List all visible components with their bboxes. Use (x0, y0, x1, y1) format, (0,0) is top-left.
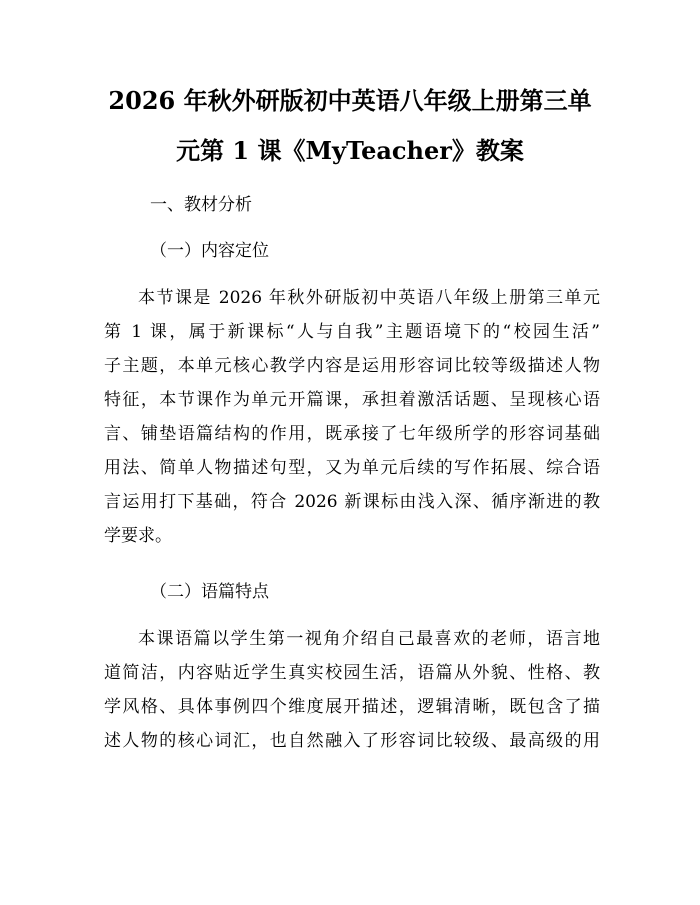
subsection-heading-discourse-features: （二）语篇特点 (150, 582, 269, 602)
paragraph-line: 言运用打下基础，符合 2026 新课标由浅入深、循序渐进的教 (104, 492, 600, 512)
paragraph-line: 第 1 课，属于新课标“人与自我”主题语境下的“校园生活” (104, 322, 600, 342)
subsection-heading-content-positioning: （一）内容定位 (150, 241, 269, 261)
document-title-line-2: 元第 1 课《MyTeacher》教案 (176, 136, 524, 165)
paragraph-line: 学风格、具体事例四个维度展开描述，逻辑清晰，既包含了描 (104, 697, 600, 717)
document-title-line-1: 2026 年秋外研版初中英语八年级上册第三单 (108, 86, 592, 115)
paragraph-line: 特征，本节课作为单元开篇课，承担着激活话题、呈现核心语 (104, 390, 600, 410)
paragraph-line: 本节课是 2026 年秋外研版初中英语八年级上册第三单元 (138, 288, 600, 308)
paragraph-line: 本课语篇以学生第一视角介绍自己最喜欢的老师，语言地 (138, 629, 600, 649)
paragraph-line: 用法、简单人物描述句型，又为单元后续的写作拓展、综合语 (104, 458, 600, 478)
paragraph-line: 言、铺垫语篇结构的作用，既承接了七年级所学的形容词基础 (104, 424, 600, 444)
paragraph-line: 子主题，本单元核心教学内容是运用形容词比较等级描述人物 (104, 356, 600, 376)
paragraph-line: 述人物的核心词汇，也自然融入了形容词比较级、最高级的用 (104, 731, 600, 751)
paragraph-line: 学要求。 (104, 526, 172, 546)
section-heading-teaching-material-analysis: 一、教材分析 (150, 195, 252, 215)
paragraph-line: 道简洁，内容贴近学生真实校园生活，语篇从外貌、性格、教 (104, 663, 600, 683)
